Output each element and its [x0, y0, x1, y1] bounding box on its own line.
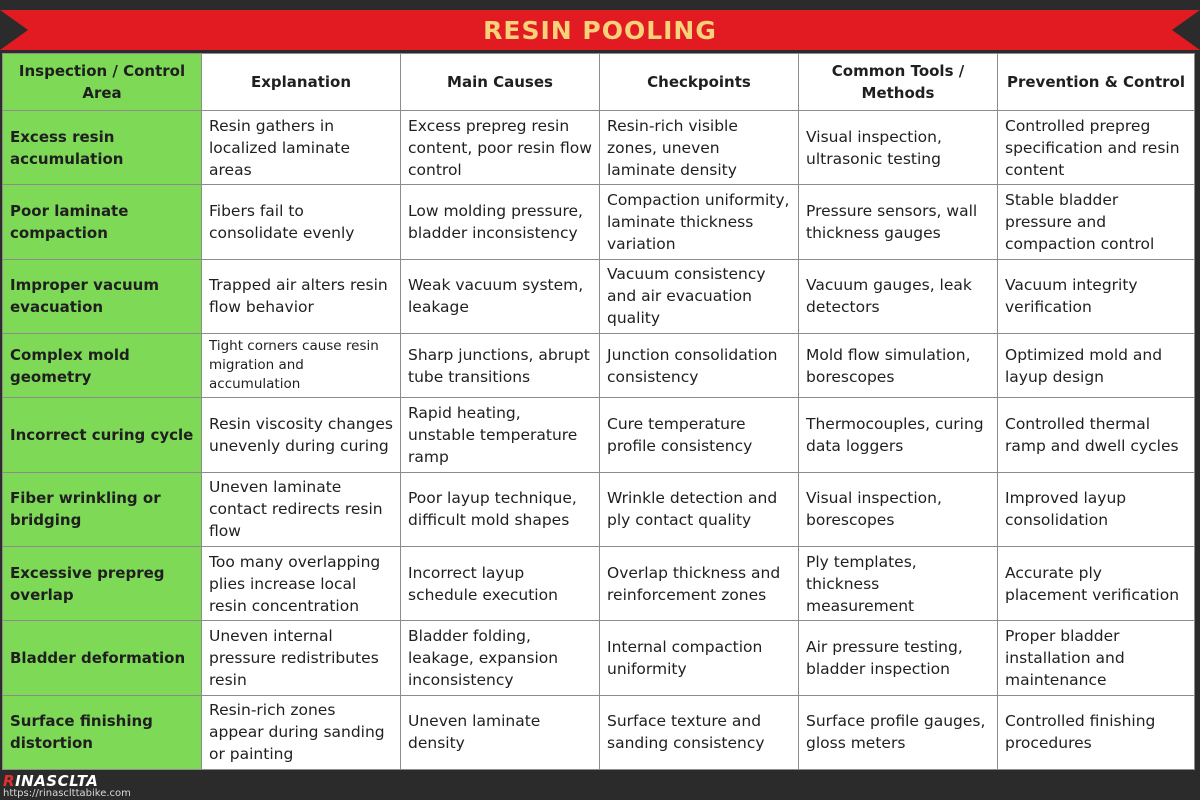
- table-cell: Ply templates, thickness measurement: [799, 546, 998, 620]
- table-cell: Cure temperature profile consistency: [600, 398, 799, 472]
- table-cell: Controlled thermal ramp and dwell cycles: [998, 398, 1195, 472]
- table-cell: Too many overlapping plies increase local resin concentration: [202, 546, 401, 620]
- table-row: [3, 695, 1195, 769]
- table-cell: Fibers fail to consolidate evenly: [202, 185, 401, 259]
- table-cell: Resin gathers in localized laminate areas: [202, 111, 401, 185]
- table-row: [3, 111, 1195, 185]
- table-cell: Bladder folding, leakage, expansion inconsistency: [401, 621, 600, 695]
- table-cell: Incorrect layup schedule execution: [401, 546, 600, 620]
- table-cell: Uneven internal pressure redistributes resin: [202, 621, 401, 695]
- table-cell: Overlap thickness and reinforcement zones: [600, 546, 799, 620]
- table-row: [3, 398, 1195, 472]
- table-cell: Low molding pressure, bladder inconsistency: [401, 185, 600, 259]
- table-row: [3, 333, 1195, 397]
- table-row: [3, 185, 1195, 259]
- area-cell: Surface finishing distortion: [3, 695, 202, 769]
- table-row: [3, 472, 1195, 546]
- table-cell: Uneven laminate contact redirects resin flow: [202, 472, 401, 546]
- area-cell: Poor laminate compaction: [3, 185, 202, 259]
- brand-logo-text: INASCLTA: [15, 772, 99, 790]
- website-url: https://rinasclttabike.com: [3, 788, 131, 799]
- table-cell: Stable bladder pressure and compaction control: [998, 185, 1195, 259]
- area-cell: Complex mold geometry: [3, 333, 202, 397]
- area-cell: Incorrect curing cycle: [3, 398, 202, 472]
- table-cell: Accurate ply placement verification: [998, 546, 1195, 620]
- area-cell: Fiber wrinkling or bridging: [3, 472, 202, 546]
- area-cell: Excess resin accumulation: [3, 111, 202, 185]
- table-cell: Vacuum gauges, leak detectors: [799, 259, 998, 333]
- brand-logo-initial: R: [3, 772, 16, 790]
- table-cell: Weak vacuum system, leakage: [401, 259, 600, 333]
- header-cell: Inspection / Control Area: [3, 54, 202, 111]
- table-cell: Trapped air alters resin flow behavior: [202, 259, 401, 333]
- table-cell: Visual inspection, borescopes: [799, 472, 998, 546]
- table-cell: Thermocouples, curing data loggers: [799, 398, 998, 472]
- header-cell: Prevention & Control: [998, 54, 1195, 111]
- table-cell: Surface profile gauges, gloss meters: [799, 695, 998, 769]
- table-cell: Vacuum consistency and air evacuation quality: [600, 259, 799, 333]
- table-cell: Junction consolidation consistency: [600, 333, 799, 397]
- header-cell: Common Tools / Methods: [799, 54, 998, 111]
- table-cell: Resin-rich zones appear during sanding or painting: [202, 695, 401, 769]
- table-row: [3, 259, 1195, 333]
- footer-bar: [0, 770, 1200, 800]
- table-cell: Compaction uniformity, laminate thickness variation: [600, 185, 799, 259]
- table-row: [3, 621, 1195, 695]
- brand-logo: [3, 773, 98, 789]
- table-cell: Resin viscosity changes unevenly during curing: [202, 398, 401, 472]
- resin-pooling-table: [2, 53, 1195, 770]
- table-header-row: [3, 54, 1195, 111]
- table-cell: Pressure sensors, wall thickness gauges: [799, 185, 998, 259]
- table-cell: Improved layup consolidation: [998, 472, 1195, 546]
- header-cell: Checkpoints: [600, 54, 799, 111]
- table-cell: Poor layup technique, difficult mold shapes: [401, 472, 600, 546]
- table-cell: Wrinkle detection and ply contact quality: [600, 472, 799, 546]
- area-cell: Improper vacuum evacuation: [3, 259, 202, 333]
- table-cell: Rapid heating, unstable temperature ramp: [401, 398, 600, 472]
- table-cell: Internal compaction uniformity: [600, 621, 799, 695]
- table-row: [3, 546, 1195, 620]
- header-cell: Main Causes: [401, 54, 600, 111]
- table-cell: Resin-rich visible zones, uneven laminate density: [600, 111, 799, 185]
- table-cell: Visual inspection, ultrasonic testing: [799, 111, 998, 185]
- header-cell: Explanation: [202, 54, 401, 111]
- table-cell: Sharp junctions, abrupt tube transitions: [401, 333, 600, 397]
- page-title: RESIN POOLING: [483, 16, 717, 45]
- table-cell: Controlled prepreg specification and resin content: [998, 111, 1195, 185]
- table-cell: Vacuum integrity verification: [998, 259, 1195, 333]
- table-cell: Tight corners cause resin migration and accumulation: [202, 333, 401, 397]
- table-cell: Uneven laminate density: [401, 695, 600, 769]
- area-cell: Bladder deformation: [3, 621, 202, 695]
- table-cell: Optimized mold and layup design: [998, 333, 1195, 397]
- table-cell: Mold flow simulation, borescopes: [799, 333, 998, 397]
- table-cell: Proper bladder installation and maintenance: [998, 621, 1195, 695]
- table-cell: Air pressure testing, bladder inspection: [799, 621, 998, 695]
- table-cell: Surface texture and sanding consistency: [600, 695, 799, 769]
- table-cell: Controlled finishing procedures: [998, 695, 1195, 769]
- table-cell: Excess prepreg resin content, poor resin flow control: [401, 111, 600, 185]
- title-banner: [0, 10, 1200, 50]
- area-cell: Excessive prepreg overlap: [3, 546, 202, 620]
